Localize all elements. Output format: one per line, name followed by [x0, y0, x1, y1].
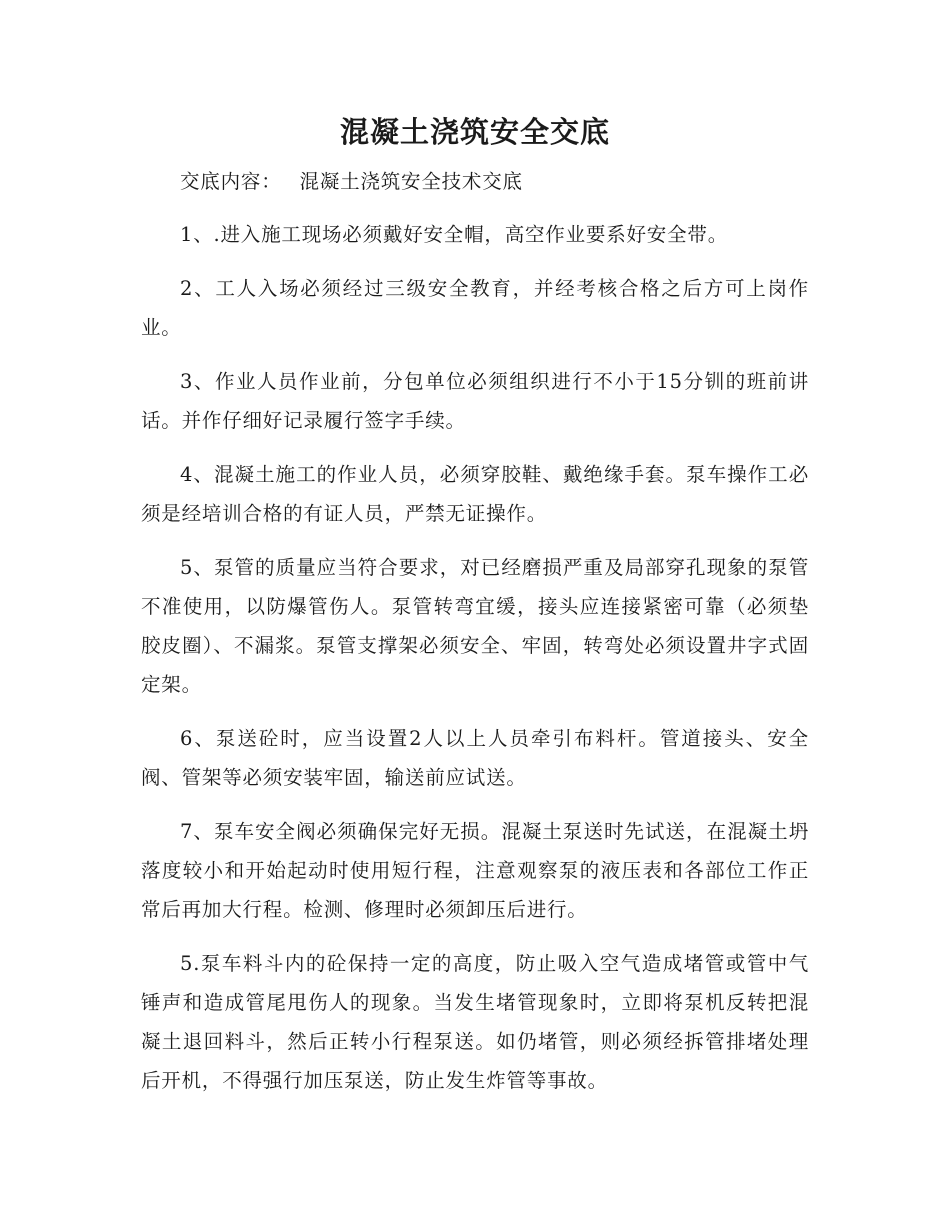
intro-label: 交底内容： [180, 170, 282, 193]
clause-6: 6、泵送砼时，应当设置2人以上人员牵引布料杆。管道接头、安全阀、管架等必须安装牢固，输送前应试送。 [141, 727, 809, 789]
clause-3: 3、作业人员作业前，分包单位必须组织进行不小于15分钏的班前讲话。并作仔细好记录履行签字手续。 [141, 370, 809, 432]
clause-4: 4、混凝土施工的作业人员，必须穿胶鞋、戴绝缘手套。泵车操作工必须是经培训合格的有证人员，严禁无证操作。 [141, 463, 809, 525]
clause-7: 7、泵车安全阀必须确保完好无损。混凝土泵送时先试送，在混凝土坍落度较小和开始起动时使用短行程，注意观察泵的液压表和各部位工作正常后再加大行程。检测、修理时必须卸压后进行。 [141, 820, 809, 921]
clause-8: 5.泵车料斗内的砼保持一定的高度，防止吸入空气造成堵管或管中气锤声和造成管尾甩伤人的现象。当发生堵管现象时，立即将泵机反转把混凝土退回料斗，然后正转小行程泵送。如仍堵管，则必须经拆管排堵处理后开机，不得强行加压泵送，防止发生炸管等事故。 [141, 952, 809, 1092]
clause-2: 2、工人入场必须经过三级安全教育，并经考核合格之后方可上岗作业。 [141, 277, 809, 339]
document-body [141, 162, 809, 1115]
clause-1: 1、.进入施工现场必须戴好安全帽，高空作业要系好安全带。 [180, 223, 729, 246]
intro-line [141, 162, 809, 201]
document-title: 混凝土浇筑安全交底 [339, 115, 610, 149]
intro-value: 混凝土浇筑安全技术交底 [299, 170, 523, 193]
clause-5: 5、泵管的质量应当符合要求，对已经磨损严重及局部穿孔现象的泵管不准使用，以防爆管伤人。泵管转弯宜缓，接头应连接紧密可靠（必须垫胶皮圈）、不漏浆。泵管支撑架必须安全、牢固，转弯处必须设置井字式固定架。 [141, 556, 809, 696]
